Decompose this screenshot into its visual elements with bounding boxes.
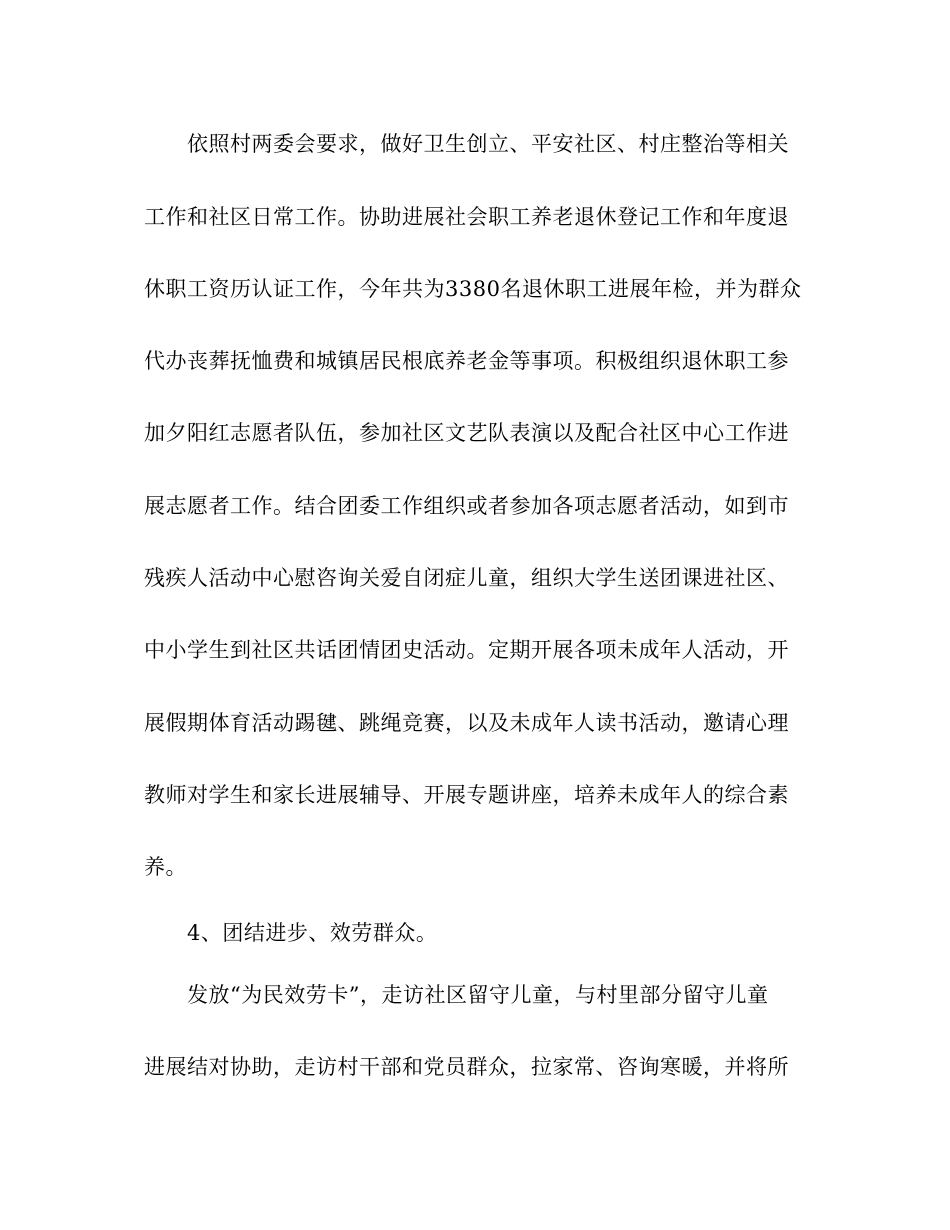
section-heading: 4、团结进步、效劳群众。	[187, 921, 438, 945]
paragraph-line: 教师对学生和家长进展辅导、开展专题讲座，培养未成年人的综合素	[144, 783, 789, 807]
paragraph-line: 进展结对协助，走访村干部和党员群众，拉家常、咨询寒暖，并将所	[144, 1055, 789, 1079]
paragraph-line: 依照村两委会要求，做好卫生创立、平安社区、村庄整治等相关	[187, 132, 789, 156]
paragraph-line: 中小学生到社区共话团情团史活动。定期开展各项未成年人活动，开	[144, 638, 789, 662]
paragraph-line: 养。	[144, 855, 187, 879]
paragraph-line: 残疾人活动中心慰咨询关爱自闭症儿童，组织大学生送团课进社区、	[144, 566, 789, 590]
paragraph-line: 工作和社区日常工作。协助进展社会职工养老退休登记工作和年度退	[144, 205, 789, 229]
paragraph-line: 发放“为民效劳卡”，走访社区留守儿童，与村里部分留守儿童	[187, 983, 769, 1007]
paragraph-line: 加夕阳红志愿者队伍，参加社区文艺队表演以及配合社区中心工作进	[144, 421, 789, 445]
paragraph-line: 休职工资历认证工作，今年共为3380名退休职工进展年检，并为群众	[144, 277, 802, 301]
paragraph-line: 代办丧葬抚恤费和城镇居民根底养老金等事项。积极组织退休职工参	[144, 349, 789, 373]
paragraph-line: 展志愿者工作。结合团委工作组织或者参加各项志愿者活动，如到市	[144, 494, 789, 518]
paragraph-line: 展假期体育活动踢毽、跳绳竞赛，以及未成年人读书活动，邀请心理	[144, 711, 789, 735]
